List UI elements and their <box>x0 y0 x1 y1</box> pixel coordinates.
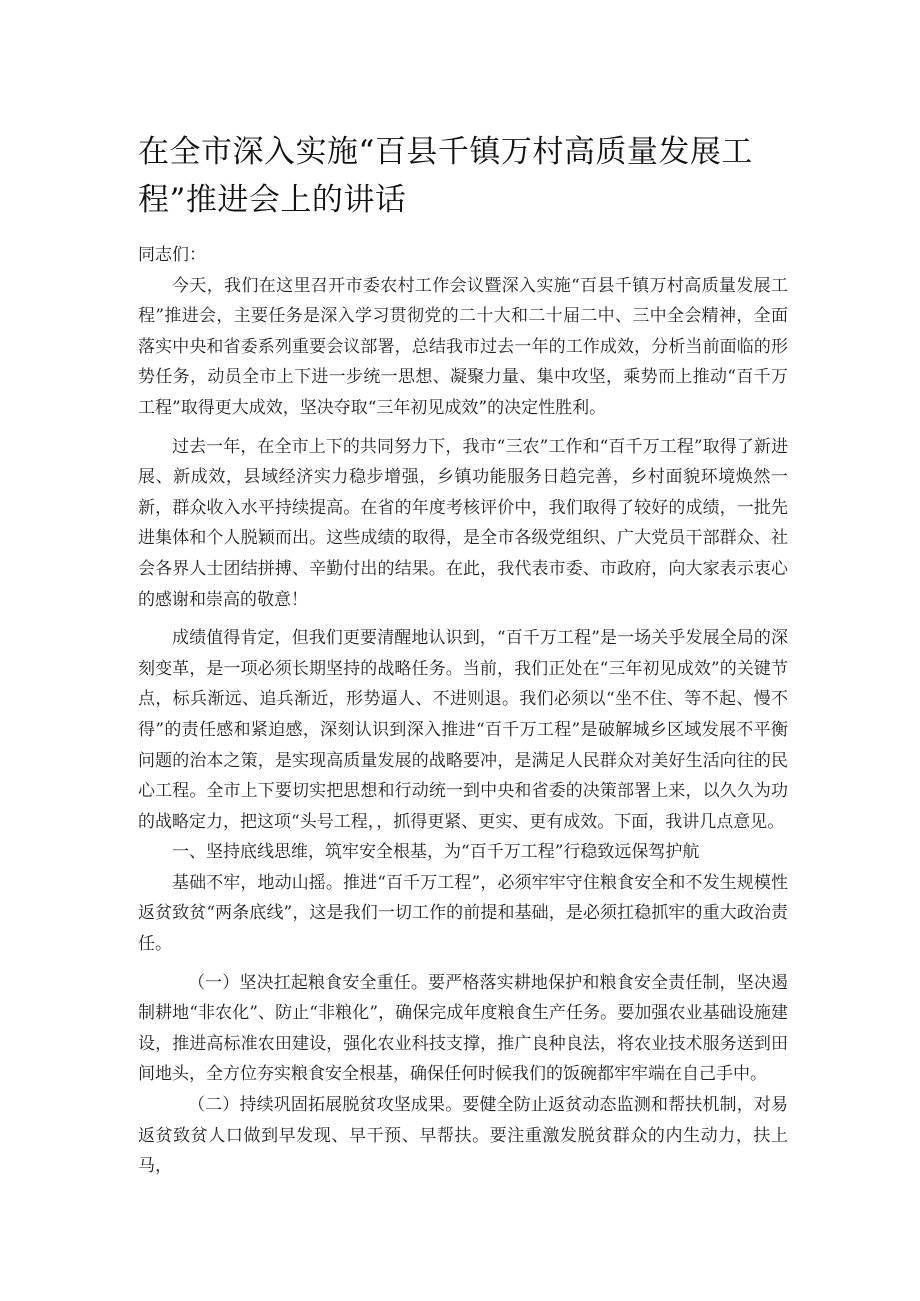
paragraph-section-1-intro: 基础不牢，地动山摇。推进“百千万工程”，必须牢牢守住粮食安全和不发生规模性返贫致贫“两条底线”，这是我们一切工作的前提和基础，是必须扛稳抓牢的重大政治责任。 <box>138 872 788 955</box>
salutation: 同志们： <box>138 245 206 265</box>
document-title: 在全市深入实施“百县千镇万村高质量发展工程”推进会上的讲话 <box>138 134 753 218</box>
section-heading-1: 一、坚持底线思维，筑牢安全根基，为“百千万工程”行稳致远保驾护航 <box>172 842 700 863</box>
subsection-1: （一）坚决扛起粮食安全重任。要严格落实耕地保护和粮食安全责任制，坚决遏制耕地“非农化”、防止“非粮化”，确保完成年度粮食生产任务。要加强农业基础设施建设，推进高标准农田建设，强化农业科技支撑，推广良种良法，将农业技术服务送到田间地头，全方位夯实粮食安全根基，确保任何时候我们的饭碗都牢牢端在自己手中。 <box>138 972 788 1085</box>
paragraph-achievements: 过去一年，在全市上下的共同努力下，我市“三农”工作和“百千万工程”取得了新进展、新成效，县域经济实力稳步增强，乡镇功能服务日趋完善，乡村面貌环境焕然一新，群众收入水平持续提高。在省的年度考核评价中，我们取得了较好的成绩，一批先进集体和个人脱颖而出。这些成绩的取得，是全市各级党组织、广大党员干部群众、社会各界人士团结拼搏、辛勤付出的结果。在此，我代表市委、市政府，向大家表示衷心的感谢和崇高的敬意！ <box>138 436 788 610</box>
paragraph-opening: 今天，我们在这里召开市委农村工作会议暨深入实施“百县千镇万村高质量发展工程”推进会，主要任务是深入学习贯彻党的二十大和二十届二中、三中全会精神，全面落实中央和省委系列重要会议部署，总结我市过去一年的工作成效，分析当前面临的形势任务，动员全市上下进一步统一思想、凝聚力量、集中攻坚，乘势而上推动“百千万工程”取得更大成效，坚决夺取“三年初见成效”的决定性胜利。 <box>138 275 788 418</box>
subsection-2: （二）持续巩固拓展脱贫攻坚成果。要健全防止返贫动态监测和帮扶机制，对易返贫致贫人口做到早发现、早干预、早帮扶。要注重激发脱贫群众的内生动力，扶上马， <box>138 1095 788 1177</box>
document-body <box>138 240 788 1182</box>
paragraph-situation: 成绩值得肯定，但我们更要清醒地认识到，“百千万工程”是一场关乎发展全局的深刻变革，是一项必须长期坚持的战略任务。当前，我们正处在“三年初见成效”的关键节点，标兵渐远、追兵渐近，形势逼人、不进则退。我们必须以“坐不住、等不起、慢不得”的责任感和紧迫感，深刻认识到深入推进“百千万工程”是破解城乡区域发展不平衡问题的治本之策，是实现高质量发展的战略要冲，是满足人民群众对美好生活向往的民心工程。全市上下要切实把思想和行动统一到中央和省委的决策部署上来，以久久为功的战略定力，把这项“头号工程，，抓得更紧、更实、更有成效。下面，我讲几点意见。 <box>138 628 788 832</box>
